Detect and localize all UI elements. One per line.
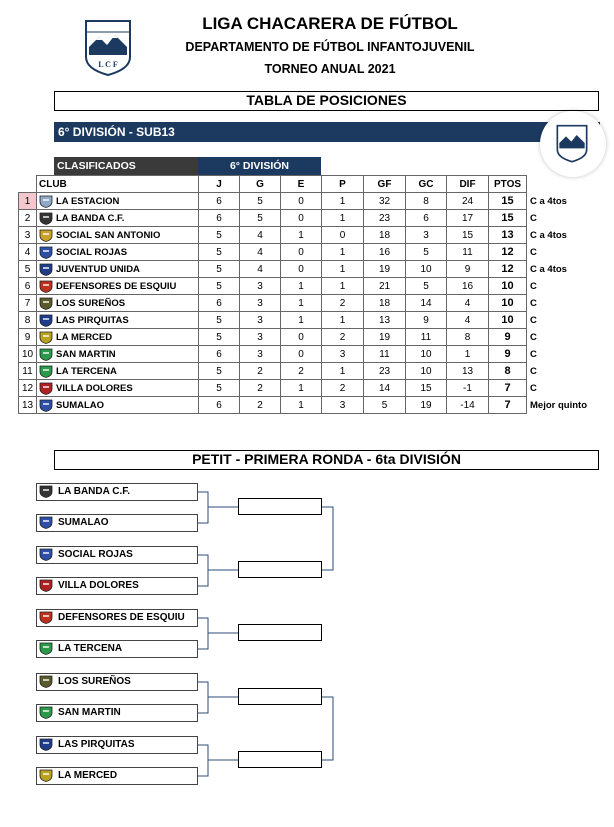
stat-p: 1 xyxy=(322,278,364,295)
stat-p: 3 xyxy=(322,346,364,363)
qualification-note: C xyxy=(530,212,537,224)
division-header: 6° DIVISIÓN xyxy=(198,157,321,175)
points-cell: 8 xyxy=(489,363,527,380)
stat-e: 0 xyxy=(281,244,322,261)
stat-p: 2 xyxy=(322,380,364,397)
stat-e: 1 xyxy=(281,295,322,312)
stat-e: 1 xyxy=(281,278,322,295)
stat-p: 3 xyxy=(322,397,364,414)
qualification-note: C xyxy=(530,314,537,326)
stat-dif: 4 xyxy=(447,295,489,312)
position-cell: 6 xyxy=(19,278,37,295)
stat-gf: 5 xyxy=(364,397,406,414)
bracket-team-name: SAN MARTIN xyxy=(58,707,121,718)
stat-j: 5 xyxy=(199,227,240,244)
position-cell: 9 xyxy=(19,329,37,346)
league-title: LIGA CHACARERA DE FÚTBOL xyxy=(202,14,458,33)
bracket-team-name: VILLA DOLORES xyxy=(58,580,139,591)
division-bar: 6° DIVISIÓN - SUB13 xyxy=(54,122,600,142)
stat-gc: 10 xyxy=(406,261,447,278)
stat-g: 2 xyxy=(240,397,281,414)
stat-gc: 5 xyxy=(406,244,447,261)
bracket-team-name: SOCIAL ROJAS xyxy=(58,549,133,560)
stat-gf: 19 xyxy=(364,329,406,346)
stat-p: 1 xyxy=(322,363,364,380)
stat-gc: 5 xyxy=(406,278,447,295)
stat-j: 6 xyxy=(199,346,240,363)
stat-p: 0 xyxy=(322,227,364,244)
club-name: LA ESTACION xyxy=(56,195,120,207)
stat-e: 0 xyxy=(281,193,322,210)
stat-gc: 10 xyxy=(406,346,447,363)
stat-p: 2 xyxy=(322,295,364,312)
club-name: LA BANDA C.F. xyxy=(56,212,125,224)
stat-dif: 4 xyxy=(447,312,489,329)
club-name: DEFENSORES DE ESQUIU xyxy=(56,280,177,292)
points-cell: 9 xyxy=(489,346,527,363)
bracket-team-name: LA TERCENA xyxy=(58,643,123,654)
stat-gc: 19 xyxy=(406,397,447,414)
stat-e: 0 xyxy=(281,261,322,278)
stat-gf: 18 xyxy=(364,227,406,244)
stat-g: 3 xyxy=(240,312,281,329)
club-name: LAS PIRQUITAS xyxy=(56,314,129,326)
stat-p: 1 xyxy=(322,312,364,329)
qualification-note: C xyxy=(530,280,537,292)
stat-j: 5 xyxy=(199,380,240,397)
stat-gc: 3 xyxy=(406,227,447,244)
stat-j: 6 xyxy=(199,193,240,210)
points-cell: 9 xyxy=(489,329,527,346)
club-name: LOS SUREÑOS xyxy=(56,297,126,309)
points-cell: 12 xyxy=(489,261,527,278)
stat-g: 2 xyxy=(240,380,281,397)
stat-g: 3 xyxy=(240,329,281,346)
col-dif: DIF xyxy=(447,176,489,193)
stat-e: 0 xyxy=(281,329,322,346)
club-name: SUMALAO xyxy=(56,399,105,411)
stat-p: 1 xyxy=(322,261,364,278)
col-p: P xyxy=(322,176,364,193)
stat-gc: 10 xyxy=(406,363,447,380)
position-cell: 1 xyxy=(19,193,37,210)
position-cell: 3 xyxy=(19,227,37,244)
points-cell: 10 xyxy=(489,278,527,295)
stat-dif: 1 xyxy=(447,346,489,363)
stat-p: 1 xyxy=(322,210,364,227)
bracket-team-name: LAS PIRQUITAS xyxy=(58,739,135,750)
points-cell: 15 xyxy=(489,210,527,227)
bracket-title: PETIT - PRIMERA RONDA - 6ta DIVISIÓN xyxy=(54,450,599,470)
club-name: LA TERCENA xyxy=(56,365,117,377)
qualification-note: C xyxy=(530,331,537,343)
club-name: SAN MARTIN xyxy=(56,348,116,360)
points-cell: 15 xyxy=(489,193,527,210)
club-name: SOCIAL ROJAS xyxy=(56,246,128,258)
stat-gf: 23 xyxy=(364,363,406,380)
position-cell: 5 xyxy=(19,261,37,278)
stat-gc: 11 xyxy=(406,329,447,346)
club-name: SOCIAL SAN ANTONIO xyxy=(56,229,161,241)
col-gf: GF xyxy=(364,176,406,193)
stat-dif: 17 xyxy=(447,210,489,227)
tournament-title: TORNEO ANUAL 2021 xyxy=(264,62,396,76)
clasificados-header: CLASIFICADOS xyxy=(54,157,198,175)
stat-g: 3 xyxy=(240,346,281,363)
stat-j: 5 xyxy=(199,329,240,346)
stat-g: 4 xyxy=(240,244,281,261)
bracket-team-name: LA MERCED xyxy=(58,770,118,781)
col-gc: GC xyxy=(406,176,447,193)
col-j: J xyxy=(199,176,240,193)
club-name: VILLA DOLORES xyxy=(56,382,133,394)
stat-gf: 32 xyxy=(364,193,406,210)
club-name: LA MERCED xyxy=(56,331,113,343)
stat-dif: 11 xyxy=(447,244,489,261)
qualification-note: C xyxy=(530,365,537,377)
qualification-note: C a 4tos xyxy=(530,263,567,275)
stat-j: 5 xyxy=(199,244,240,261)
stat-gf: 18 xyxy=(364,295,406,312)
stat-gf: 14 xyxy=(364,380,406,397)
points-cell: 13 xyxy=(489,227,527,244)
standings-title: TABLA DE POSICIONES xyxy=(54,91,599,111)
stat-dif: -14 xyxy=(447,397,489,414)
stat-g: 4 xyxy=(240,261,281,278)
stat-g: 4 xyxy=(240,227,281,244)
svg-text:L C F: L C F xyxy=(98,60,118,69)
stat-j: 5 xyxy=(199,278,240,295)
stat-e: 0 xyxy=(281,346,322,363)
stat-dif: 13 xyxy=(447,363,489,380)
department-title: DEPARTAMENTO DE FÚTBOL INFANTOJUVENIL xyxy=(185,40,475,54)
position-cell: 12 xyxy=(19,380,37,397)
stat-g: 3 xyxy=(240,278,281,295)
points-cell: 7 xyxy=(489,380,527,397)
position-cell: 13 xyxy=(19,397,37,414)
stat-g: 3 xyxy=(240,295,281,312)
position-cell: 10 xyxy=(19,346,37,363)
stat-gf: 21 xyxy=(364,278,406,295)
stat-e: 1 xyxy=(281,312,322,329)
stat-gf: 11 xyxy=(364,346,406,363)
bracket-team-name: LOS SUREÑOS xyxy=(58,676,131,687)
stat-j: 5 xyxy=(199,312,240,329)
stat-p: 1 xyxy=(322,193,364,210)
col-ptos: PTOS xyxy=(489,176,527,193)
club-name: JUVENTUD UNIDA xyxy=(56,263,140,275)
col-g: G xyxy=(240,176,281,193)
position-cell: 2 xyxy=(19,210,37,227)
position-cell: 4 xyxy=(19,244,37,261)
position-cell: 11 xyxy=(19,363,37,380)
qualification-note: C xyxy=(530,382,537,394)
qualification-note: C xyxy=(530,246,537,258)
stat-e: 0 xyxy=(281,210,322,227)
stat-j: 6 xyxy=(199,295,240,312)
stat-g: 5 xyxy=(240,210,281,227)
qualification-note: C a 4tos xyxy=(530,195,567,207)
stat-p: 2 xyxy=(322,329,364,346)
stat-j: 6 xyxy=(199,397,240,414)
stat-e: 2 xyxy=(281,363,322,380)
stat-e: 1 xyxy=(281,380,322,397)
stat-dif: -1 xyxy=(447,380,489,397)
stat-dif: 24 xyxy=(447,193,489,210)
stat-p: 1 xyxy=(322,244,364,261)
stat-e: 1 xyxy=(281,397,322,414)
stat-dif: 16 xyxy=(447,278,489,295)
stat-gc: 6 xyxy=(406,210,447,227)
points-cell: 7 xyxy=(489,397,527,414)
qualification-note: Mejor quinto xyxy=(530,399,587,411)
qualification-note: C a 4tos xyxy=(530,229,567,241)
stat-gc: 15 xyxy=(406,380,447,397)
bracket-team-name: SUMALAO xyxy=(58,517,109,528)
col-club: CLUB xyxy=(37,176,199,193)
stat-dif: 15 xyxy=(447,227,489,244)
stat-dif: 8 xyxy=(447,329,489,346)
stat-j: 5 xyxy=(199,363,240,380)
stat-g: 2 xyxy=(240,363,281,380)
stat-gf: 16 xyxy=(364,244,406,261)
stat-gf: 23 xyxy=(364,210,406,227)
stat-e: 1 xyxy=(281,227,322,244)
stat-j: 6 xyxy=(199,210,240,227)
qualification-note: C xyxy=(530,297,537,309)
stat-gf: 13 xyxy=(364,312,406,329)
points-cell: 12 xyxy=(489,244,527,261)
stat-gf: 19 xyxy=(364,261,406,278)
points-cell: 10 xyxy=(489,312,527,329)
position-cell: 7 xyxy=(19,295,37,312)
stat-j: 5 xyxy=(199,261,240,278)
col-e: E xyxy=(281,176,322,193)
stat-gc: 9 xyxy=(406,312,447,329)
bracket-team-name: DEFENSORES DE ESQUIU xyxy=(58,612,185,623)
bracket-team-name: LA BANDA C.F. xyxy=(58,486,131,497)
stat-dif: 9 xyxy=(447,261,489,278)
points-cell: 10 xyxy=(489,295,527,312)
qualification-note: C xyxy=(530,348,537,360)
stat-gc: 14 xyxy=(406,295,447,312)
stat-gc: 8 xyxy=(406,193,447,210)
stat-g: 5 xyxy=(240,193,281,210)
position-cell: 8 xyxy=(19,312,37,329)
